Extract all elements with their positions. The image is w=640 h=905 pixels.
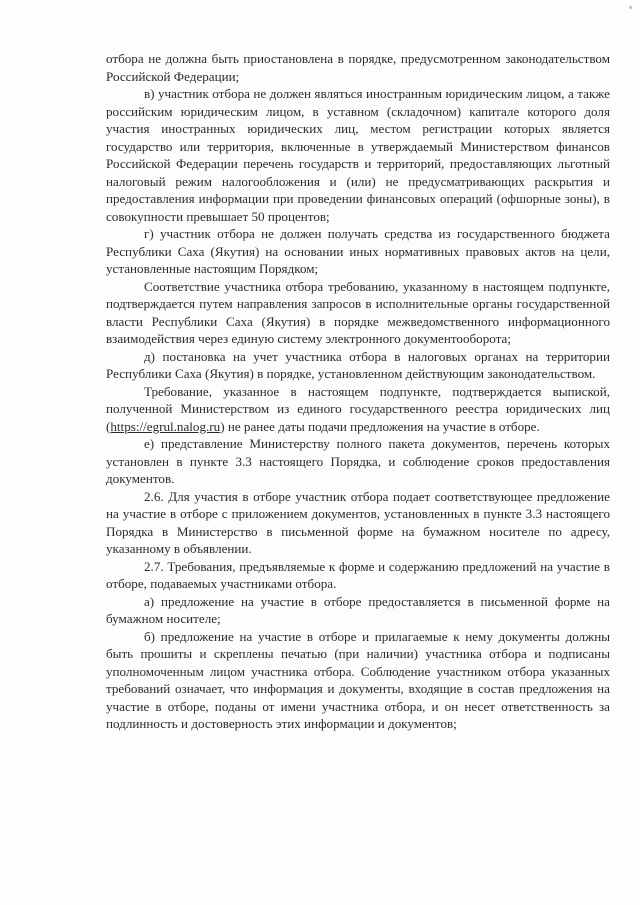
paragraph-p5: д) постановка на учет участника отбора в налоговых органах на территории Республики Саха (Якутия) в порядке, установленном действующим законодательством.: [106, 348, 610, 381]
paragraph-p10: а) предложение на участие в отборе предоставляется в письменной форме на бумажном носителе;: [106, 593, 610, 626]
paragraph-p4: Соответствие участника отбора требованию, указанному в настоящем подпункте, подтверждается путем направления запросов в исполнительные органы государственной власти Республики Саха (Якутия) в порядке межведомственного информационного взаимодействия через единую систему электронного документооборота;: [106, 278, 610, 346]
paragraph-p6-text-before: Требование, указанное в настоящем подпункте, подтверждается выпиской, полученной Министерством из единого государственного реестра юридических лиц (: [106, 383, 610, 434]
paragraph-p1: отбора не должна быть приостановлена в порядке, предусмотренном законодательством Российской Федерации;: [106, 51, 610, 84]
egrul-link[interactable]: https://egrul.nalog.ru: [110, 418, 221, 434]
paragraph-p2: в) участник отбора не должен являться иностранным юридическим лицом, а также российским юридическим лицом, в уставном (складочном) капитале которого доля участия иностранных юридических лиц, местом регистрации которых является государство или территория, включенные в утверждаемый Министерством финансов Российской Федерации перечень государств и территорий, предоставляющих льготный налоговый режим налогообложения и (или) не предусматривающих раскрытия и предоставления информации при проведении финансовых операций (офшорные зоны), в совокупности превышает 50 процентов;: [106, 86, 610, 224]
paragraph-p7: е) представление Министерству полного пакета документов, перечень которых установлен в пункте 3.3 настоящего Порядка, и соблюдение сроков предоставления документов.: [106, 436, 610, 486]
paragraph-p6-text-after: ) не ранее даты подачи предложения на участие в отборе.: [220, 418, 540, 434]
paragraph-p11: б) предложение на участие в отборе и прилагаемые к нему документы должны быть прошиты и скреплены печатью (при наличии) участника отбора и подписаны уполномоченным лицом участника отбора. Соблюдение участником отбора указанных требований означает, что информация и документы, входящие в состав предложения на участие в отборе, поданы от имени участника отбора, и он несет ответственность за подлинность и достоверность этих информации и документов;: [106, 628, 610, 731]
paragraph-p3: г) участник отбора не должен получать средства из государственного бюджета Республики Саха (Якутия) на основании иных нормативных правовых актов на цели, установленные настоящим Порядком;: [106, 226, 610, 276]
scan-speck: [629, 6, 632, 9]
paragraph-p6: [106, 383, 610, 436]
document-body: [106, 50, 610, 733]
paragraph-p9: 2.7. Требования, предъявляемые к форме и содержанию предложений на участие в отборе, подаваемых участниками отбора.: [106, 558, 610, 591]
paragraph-p8: 2.6. Для участия в отборе участник отбора подает соответствующее предложение на участие в отборе с приложением документов, установленных в пункте 3.3 настоящего Порядка в Министерство в письменной форме на бумажном носителе по адресу, указанному в объявлении.: [106, 488, 610, 556]
